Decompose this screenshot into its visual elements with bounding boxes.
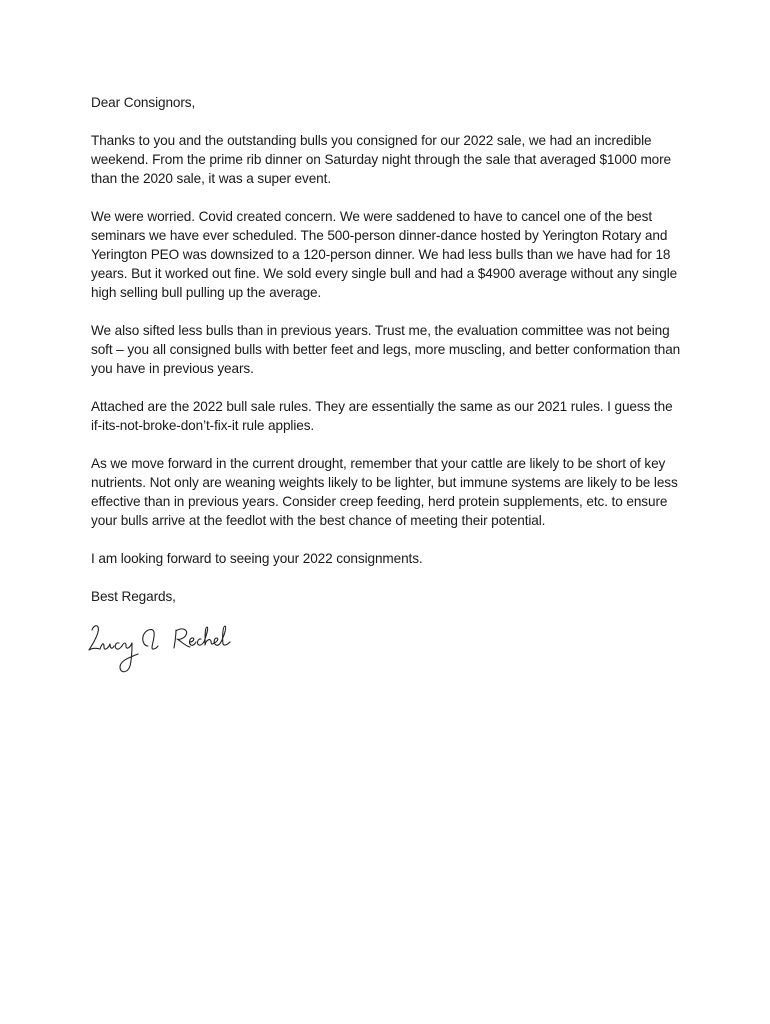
paragraph-looking-forward: I am looking forward to seeing your 2022 consignments. (91, 551, 423, 566)
paragraph-rules: Attached are the 2022 bull sale rules. They are essentially the same as our 2021 rules. I guess the if-its-not-broke-don’t-fix-it rule applies. (91, 399, 673, 433)
closing: Best Regards, (91, 589, 176, 604)
handwritten-signature (86, 618, 236, 678)
paragraph-sifted: We also sifted less bulls than in previous years. Trust me, the evaluation committee was not being soft – you all consigned bulls with better feet and legs, more muscling, and better conformation than you have in previous years. (91, 323, 681, 376)
paragraph-worried: We were worried. Covid created concern. We were saddened to have to cancel one of the best seminars we have ever scheduled. The 500-person dinner-dance hosted by Yerington Rotary and Yerington PEO was downsized to a 120-person dinner. We had less bulls than we have had for 18 years. But it worked out fine. We sold every single bull and had a $4900 average without any single high selling bull pulling up the average. (91, 209, 678, 300)
salutation: Dear Consignors, (91, 95, 196, 110)
paragraph-thanks: Thanks to you and the outstanding bulls you consigned for our 2022 sale, we had an incredible weekend. From the prime rib dinner on Saturday night through the sale that averaged $1000 more than the 2020 sale, it was a super event. (91, 133, 672, 186)
paragraph-drought: As we move forward in the current drought, remember that your cattle are likely to be short of key nutrients. Not only are weaning weights likely to be lighter, but immune systems are likely to be less effective than in previous years. Consider creep feeding, herd protein supplements, etc. to ensure your bulls arrive at the feedlot with the best chance of meeting their potential. (91, 456, 678, 528)
letter-body (91, 93, 681, 625)
